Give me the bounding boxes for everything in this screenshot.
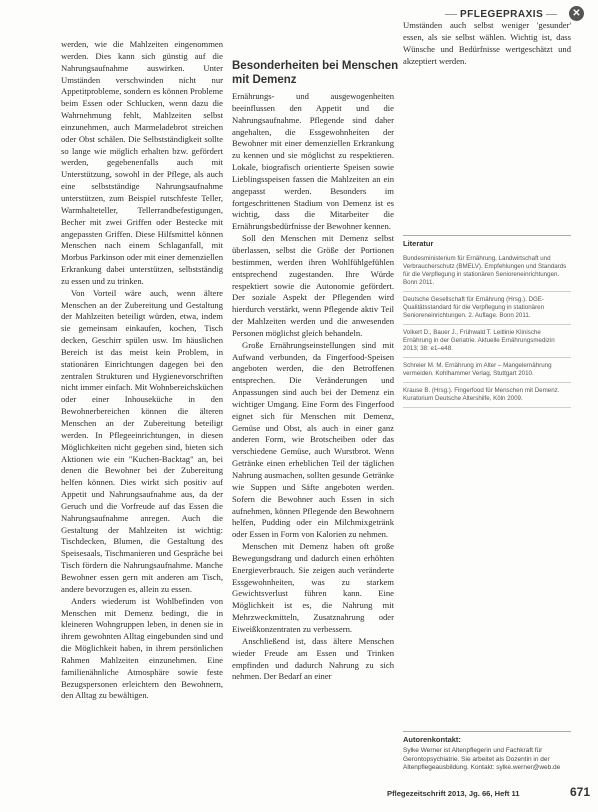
paragraph: Umständen auch selbst weniger 'gesunder' essen, als sie selbst wählen. Wichtig ist, dass Wünsche und Bedürfnisse wertgeschätzt und akzeptiert werden. [403, 20, 571, 66]
section-heading: Besonderheiten bei Menschen mit Demenz [232, 60, 399, 86]
journal-citation: Pflegezeitschrift 2013, Jg. 66, Heft 11 [387, 789, 520, 798]
literature-item: Krause B. (Hrsg.). Fingerfood für Menschen mit Demenz. Kuratorium Deutsche Altershilfe, Köln 2009. [403, 383, 571, 408]
paragraph: Ernährungs- und ausgewogenheiten beeinflussen den Appetit und die Nahrungsaufnahme. Pflegende sind daher angehalten, die Essgewohnheiten der Bewohner mit einer demenziellen Erkrankung zu kennen und sie möglichst zu respektieren. Lokale, biografisch orientierte Speisen sowie Lieblingsspeisen fassen die Mahlzeiten an ein angepasst werden. Besonders im fortgeschrittenen Stadium von Demenz ist es wichtig, dass die Mitarbeiter die Ernährungsbedürfnisse der Bewohner kennen. [232, 91, 394, 232]
author-contact-text: Sylke Werner ist Altenpflegerin und Fachkraft für Gerontopsychiatrie. Sie arbeitet als Dozentin in der Altenpflegeausbildung. Kontakt: sylke.werner@web.de [403, 747, 561, 771]
paragraph: werden, wie die Mahlzeiten eingenommen werden. Dies kann sich günstig auf die Nahrungsaufnahme auswirken. Unter Umständen verschwinden nicht nur Appetitprobleme, sondern es können Probleme beim Essen oder Schlucken, wenn dazu die Wahrnehmung fehlt, Mahlzeiten selbst einzunehmen, auch Marmeladebrot streichen oder Obst schälen. Die Selbstständigkeit sollte so lange wie möglich erhalten bzw. gefördert werden, gegebenenfalls auch mit Unterstützung, sowohl in der Pflege, als auch eine selbstständige Nahrungsaufnahme unterstützen, zum Beispiel rutschfeste Teller, Warmhalteteller, Tellerrandbefestigungen, Becher mit zwei Griffen oder Bestecke mit angepassten Griffen. Diese Hilfsmittel können Menschen nach einem Schlaganfall, mit Morbus Parkinson oder mit einer demenziellen Erkrankung dabei unterstützen, selbstständig zu essen und zu trinken. [61, 39, 223, 286]
literature-box [403, 235, 571, 408]
paragraph: Von Vorteil wäre auch, wenn ältere Menschen an der Zubereitung und Gestaltung der Mahlzeiten beteiligt würden, etwa, indem sie gemeinsam einkaufen, kochen, Tisch decken, Geschirr spülen usw. Im häuslichen Bereich ist das meist kein Problem, in stationären Einrichtungen dagegen bei den zentralen Strukturen und Hygienevorschriften nicht immer einfach. Mit Wohnbereichsküchen oder einer Inhouseküche in den Bewohnerbereichen können die älteren Menschen an der Zubereitung beteiligt werden. In Pflegeeinrichtungen, in diesen Möglichkeiten nicht gegeben sind, bieten sich Aktionen wie ein "Kuchen-Backtag" an, bei denen die Bewohner bei der Zubereitung helfen können. Dies wirkt sich positiv auf Appetit und Nahrungsaufnahme aus, da der Geruch und die Vorfreude auf das Essen die Nahrungsaufnahme anregen. Auch die Gestaltung der Mahlzeiten ist wichtig: Tischdecken, Blumen, die Gestaltung des Speisesaals, Tischmanieren und Gespräche bei Tisch fördern die Nahrungsaufnahme. Manche Bewohner essen gern mit anderen am Tisch, andere bevorzugen es, allein zu essen. [61, 287, 223, 594]
author-contact-title: Autorenkontakt: [403, 731, 571, 744]
literature-item: Deutsche Gesellschaft für Ernährung (Hrsg.). DGE-Qualitätsstandard für die Verpflegung in stationären Senioreneinrichtungen. 2. Auflage. Bonn 2011. [403, 292, 571, 325]
paragraph: Soll den Menschen mit Demenz selbst überlassen, selbst die Größe der Portionen bestimmen, werden ihren Wohlfühlgefühlen entsprechend zugestanden. Ihre Würde respektiert sowie die Autonomie gefördert. Der soziale Aspekt der Pflegenden wird hierdurch verstärkt, wenn Pflegende aktiv Teil der Mahlzeiten werden und die anwesenden Personen möglichst gleich behandeln. [232, 233, 394, 338]
paragraph: Anschließend ist, dass ältere Menschen wieder Freude am Essen und Trinken empfinden und dadurch Nahrung zu sich nehmen. Der Bedarf an einer [232, 635, 394, 682]
cross-icon: ✕ [569, 6, 584, 21]
literature-title: Literatur [403, 235, 571, 248]
literature-item: Bundesministerium für Ernährung, Landwirtschaft und Verbraucherschutz (BMELV). Empfehlungen und Standards für die Verpflegung in stationären Senioreneinrichtungen. Bonn 2011. [403, 251, 571, 292]
paragraph: Anders wiederum ist Wohlbefinden von Menschen mit Demenz bedingt, die in kleineren Wohngruppen leben, in denen sie in ihrem gewohnten Alltag eingebunden sind und die Möglichkeit haben, in ihrem persönlichen Rahmen Mahlzeiten einzunehmen. Eine familienähnliche Atmosphäre sowie feste Bezugspersonen erleichtern den Bewohnern, den Alltag zu bewältigen. [61, 595, 223, 701]
text-column-1 [61, 39, 223, 702]
paragraph: Menschen mit Demenz haben oft große Bewegungsdrang und dadurch einen erhöhten Energieverbrauch. Sie zeigen auch veränderte Essgewohnheiten, was zu starkem Gewichtsverlust führen kann. Eine Möglichkeit ist es, die Nahrung mit Mehrzweckmitteln, Zusatznahrung oder Eiweißkonzentraten zu verbessern. [232, 541, 394, 634]
section-title: PFLEGEPRAXIS [457, 9, 546, 20]
text-column-3 [403, 20, 571, 67]
literature-item: Volkert D., Bauer J., Frühwald T. Leitlinie Klinische Ernährung in der Geriatrie. Aktuelle Ernährungsmedizin 2013; 38: e1–e48. [403, 325, 571, 358]
literature-item: Schreier M. M. Ernährung im Alter – Mangelernährung vermeiden. Kohlhammer Verlag, Stuttgart 2010. [403, 358, 571, 383]
author-contact-box [403, 731, 571, 773]
page-number: 671 [570, 785, 591, 799]
text-column-2 [232, 91, 394, 683]
paragraph: Große Ernährungseinstellungen sind mit Aufwand verbunden, da Fingerfood-Speisen angeboten werden, die den Betroffenen entsprechen. Die Veränderungen und Anpassungen sind auch bei der Demenz ein wichtiger Umgang. Eine Form des Fingerfood eignet sich für Menschen mit Demenz, Gemüse und Obst, als auch in einer ganz anderen Form, wie Brotscheiben oder das verschiedene Gemüse, auch Wurstbrot. Wenn Getränke einen erheblichen Teil der täglichen Nahrung ausmachen, sollten gesunde Getränke wie Suppen und Säfte angeboten werden. Sofern die Bewohner auch Essen in sich aufnehmen, können Pflegende den Bewohnern helfen, Pudding oder ein Milchmixgetränk oder Essen in Form von Kalorien zu nehmen. [232, 339, 394, 540]
